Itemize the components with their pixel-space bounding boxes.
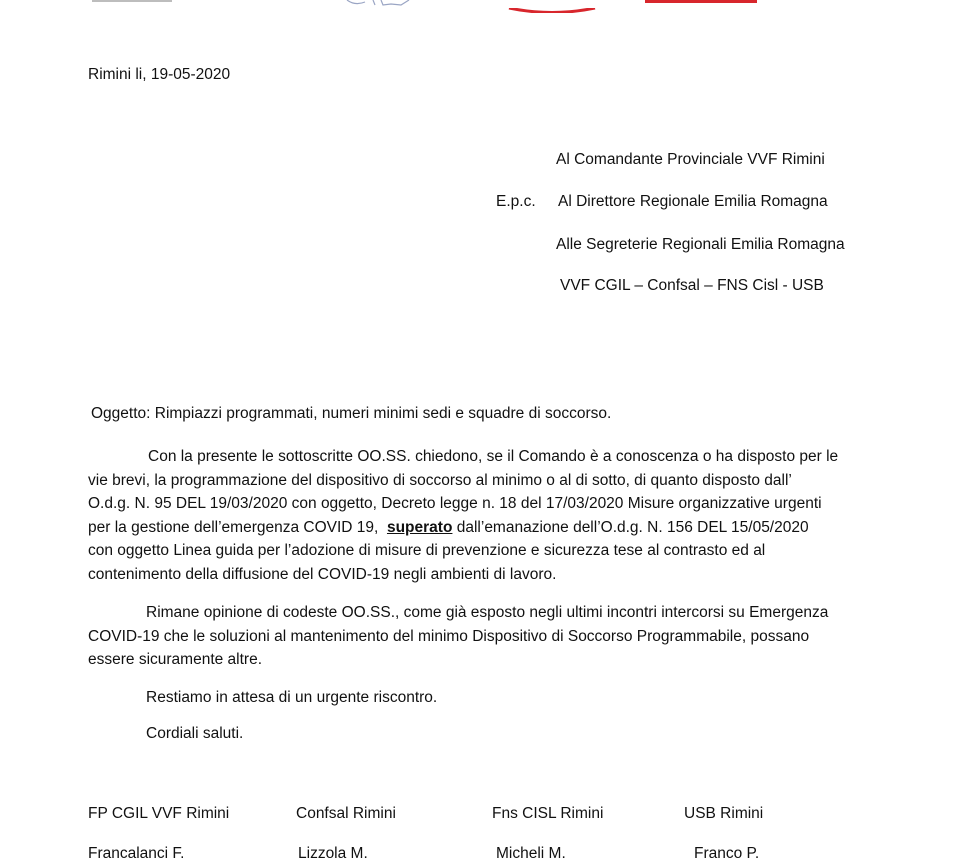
- epc-label: E.p.c.: [496, 193, 536, 210]
- body-text-segment: dall’emanazione dell’O.d.g. N. 156 DEL 15/05/2020: [452, 518, 809, 536]
- recipient-cc1: Al Direttore Regionale Emilia Romagna: [558, 193, 828, 210]
- subject-line: Oggetto: Rimpiazzi programmati, numeri minimi sedi e squadre di soccorso.: [91, 405, 612, 422]
- body-line: [88, 516, 888, 540]
- usb-logo: [645, 0, 757, 3]
- recipient-cc2: Alle Segreterie Regionali Emilia Romagna: [556, 236, 845, 253]
- fp-cgil-logo: [92, 0, 172, 2]
- body-line: COVID-19 che le soluzioni al mantenimento del minimo Dispositivo di Soccorso Programmabile, possano: [88, 627, 810, 645]
- signature-name-fp-cgil: Francalanci F.: [88, 845, 185, 862]
- emphasis-superato: superato: [386, 518, 453, 536]
- body-line: vie brevi, la programmazione del dispositivo di soccorso al minimo o al di sotto, di quanto disposto dall’: [88, 471, 792, 489]
- body-line: contenimento della diffusione del COVID-19 negli ambienti di lavoro.: [88, 565, 557, 583]
- body-text-segment: per la gestione dell’emergenza COVID 19,: [88, 518, 387, 536]
- signature-name-usb: Franco P.: [694, 845, 760, 862]
- signature-org-confsal: Confsal Rimini: [296, 805, 396, 822]
- body-line: Con la presente le sottoscritte OO.SS. chiedono, se il Comando è a conoscenza o ha disposto per le: [148, 448, 839, 465]
- signature-name-confsal: Lizzola M.: [298, 845, 368, 862]
- body-line: essere sicuramente altre.: [88, 651, 263, 668]
- body-paragraph-1: [88, 445, 888, 586]
- body-line: con oggetto Linea guida per l’adozione di misure di prevenzione e sicurezza tese al contrasto ed al: [88, 542, 766, 559]
- confsal-logo: [345, 0, 411, 6]
- closing-greeting: Cordiali saluti.: [146, 725, 244, 742]
- signature-org-usb: USB Rimini: [684, 805, 764, 822]
- fns-cisl-logo: [505, 0, 600, 5]
- body-line: Rimane opinione di codeste OO.SS., come già esposto negli ultimi incontri intercorsi su Emergenza: [146, 604, 829, 621]
- date-line: Rimini li, 19-05-2020: [88, 66, 231, 83]
- signature-org-fp-cgil: FP CGIL VVF Rimini: [88, 805, 230, 822]
- recipient-to: Al Comandante Provinciale VVF Rimini: [556, 151, 825, 168]
- body-paragraph-2: [88, 601, 888, 672]
- recipient-cc3: VVF CGIL – Confsal – FNS Cisl - USB: [560, 277, 824, 294]
- signature-name-fns-cisl: Micheli M.: [496, 845, 566, 862]
- body-line: O.d.g. N. 95 DEL 19/03/2020 con oggetto, Decreto legge n. 18 del 17/03/2020 Misure organizzative urgenti: [88, 495, 822, 512]
- closing-request: Restiamo in attesa di un urgente riscontro.: [146, 689, 438, 706]
- signature-org-fns-cisl: Fns CISL Rimini: [492, 805, 604, 822]
